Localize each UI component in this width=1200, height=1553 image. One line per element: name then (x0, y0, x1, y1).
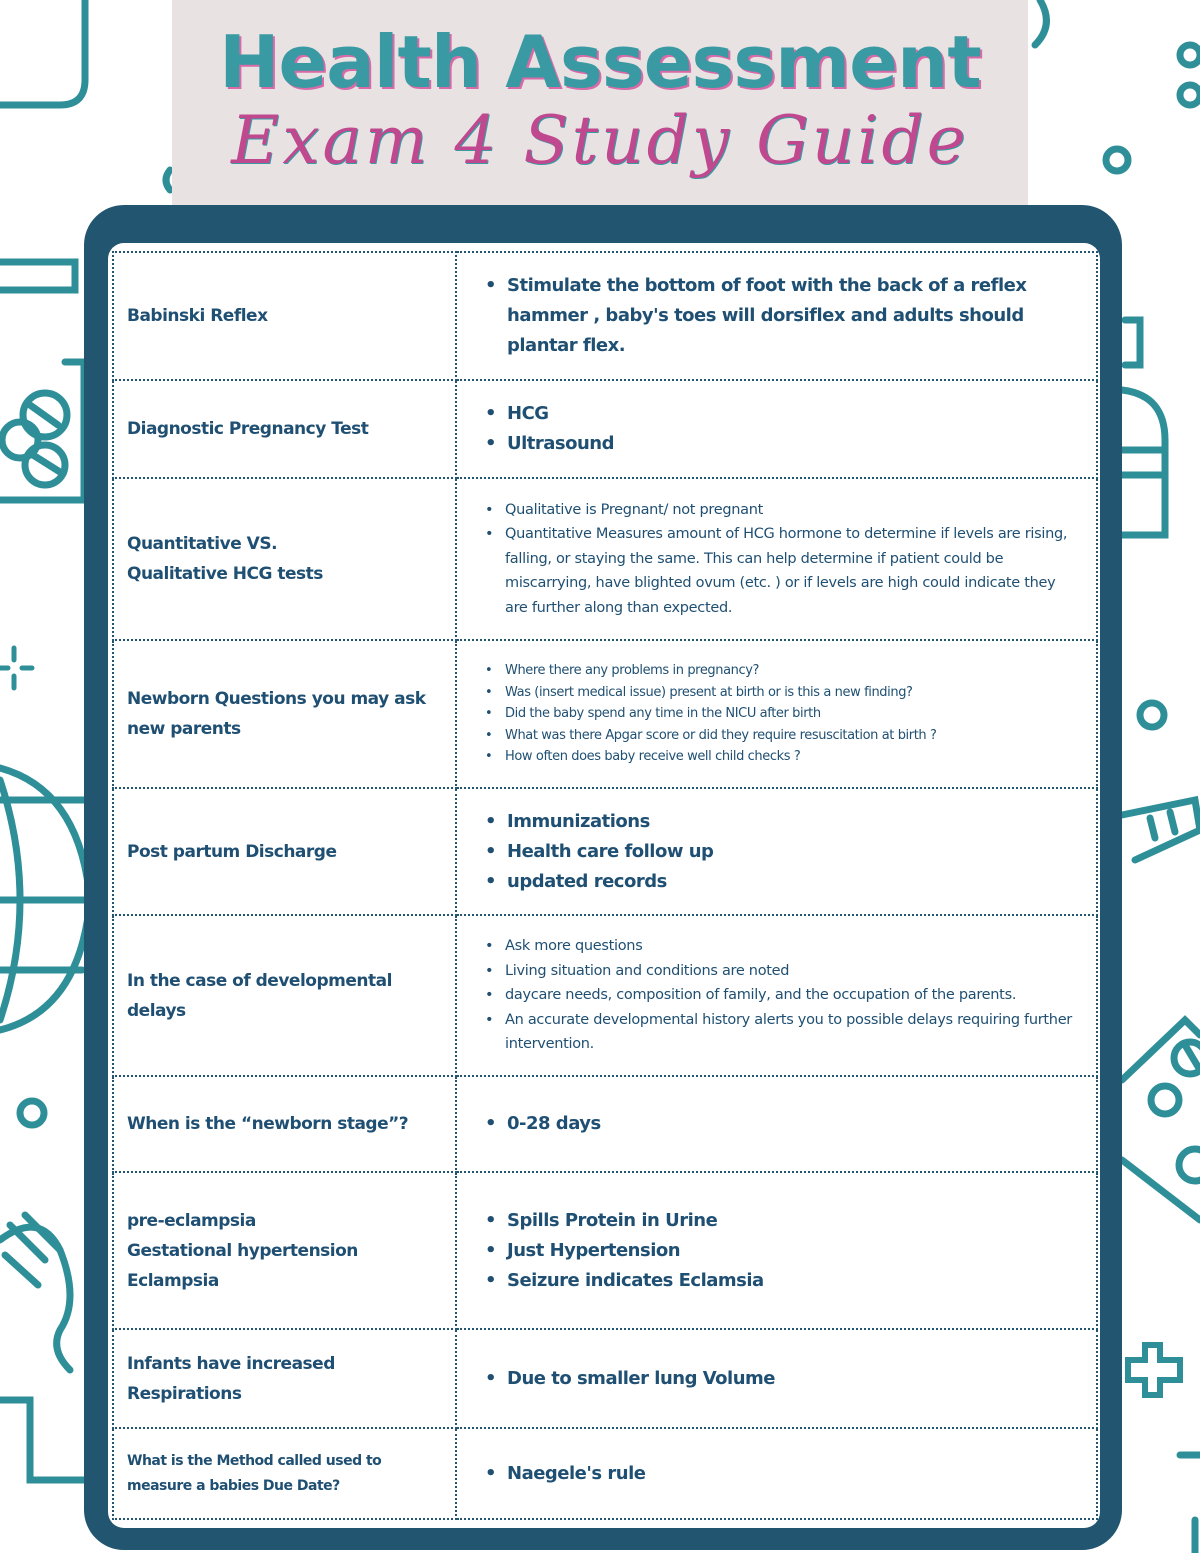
answer-cell (456, 478, 1097, 640)
answer-cell (456, 788, 1097, 915)
circle-icon (1180, 45, 1200, 65)
answer-item: • Did the baby spend any time in the NICU after birth (505, 703, 1076, 725)
answer-cell (456, 1076, 1097, 1172)
globe-icon (0, 768, 90, 1030)
answer-item: • updated records (507, 867, 1076, 897)
answer-item: • HCG (507, 399, 1076, 429)
question-line: Qualitative HCG tests (127, 564, 323, 584)
circle-icon (1140, 703, 1164, 727)
answer-item: • Stimulate the bottom of foot with the back of a reflex hammer , baby's toes will dorsiflex and adults should plantar flex. (507, 271, 1076, 361)
question-cell: Diagnostic Pregnancy Test (113, 380, 456, 478)
answer-list (485, 934, 1076, 1057)
answer-item: • How often does baby receive well child checks ? (505, 746, 1076, 768)
answer-item: • 0-28 days (507, 1109, 1076, 1139)
answer-item: • Just Hypertension (507, 1236, 1076, 1266)
question-cell (113, 478, 456, 640)
answer-list (485, 498, 1076, 621)
table-row (113, 1172, 1097, 1329)
question-cell: What is the Method called used to measure a babies Due Date? (113, 1428, 456, 1519)
answer-list (485, 399, 1076, 459)
answer-list (485, 1206, 1076, 1296)
answer-list (485, 271, 1076, 361)
answer-cell (456, 1172, 1097, 1329)
page-title: Health Assessment (219, 20, 981, 104)
answer-item: • Ultrasound (507, 429, 1076, 459)
question-cell: Newborn Questions you may ask new parents (113, 640, 456, 788)
answer-item: • daycare needs, composition of family, and the occupation of the parents. (505, 983, 1076, 1008)
answer-cell (456, 380, 1097, 478)
thermometer-icon (1122, 800, 1200, 860)
question-line: Quantitative VS. (127, 534, 278, 554)
circle-icon (1180, 85, 1200, 105)
question-cell (113, 1172, 456, 1329)
answer-item: • Qualitative is Pregnant/ not pregnant (505, 498, 1076, 523)
question-cell: In the case of developmental delays (113, 915, 456, 1076)
question-cell: Babinski Reflex (113, 252, 456, 380)
answer-item: • Health care follow up (507, 837, 1076, 867)
answer-list (485, 660, 1076, 768)
question-line: Eclampsia (127, 1270, 219, 1291)
circle-icon (1106, 149, 1128, 171)
answer-item: • Due to smaller lung Volume (507, 1364, 1076, 1394)
answer-list (485, 807, 1076, 897)
table-row (113, 1076, 1097, 1172)
answer-item: • Seizure indicates Eclamsia (507, 1266, 1076, 1296)
sparkle-icon (0, 648, 32, 688)
answer-cell (456, 640, 1097, 788)
question-line: pre-eclampsia (127, 1210, 256, 1231)
answer-item: • Ask more questions (505, 934, 1076, 959)
table-row (113, 915, 1097, 1076)
answer-item: • Was (insert medical issue) present at birth or is this a new finding? (505, 682, 1076, 704)
answer-list (485, 1109, 1076, 1139)
pills-icon (1122, 1020, 1200, 1220)
table-row (113, 640, 1097, 788)
table-row (113, 252, 1097, 380)
answer-item: • Naegele's rule (507, 1459, 1076, 1489)
answer-cell (456, 252, 1097, 380)
answer-list (485, 1459, 1076, 1489)
question-cell: When is the “newborn stage”? (113, 1076, 456, 1172)
answer-cell (456, 1329, 1097, 1428)
circle-icon (20, 1101, 44, 1125)
box-icon (0, 0, 85, 105)
answer-list (485, 1364, 1076, 1394)
plus-icon (1128, 1345, 1180, 1395)
answer-cell (456, 1428, 1097, 1519)
answer-item: • An accurate developmental history alerts you to possible delays requiring further intervention. (505, 1008, 1076, 1057)
pills-icon (0, 262, 84, 500)
study-guide-sheet (108, 243, 1100, 1528)
answer-item: • What was there Apgar score or did they require resuscitation at birth ? (505, 725, 1076, 747)
table-row (113, 478, 1097, 640)
answer-cell (456, 915, 1097, 1076)
table-row (113, 1428, 1097, 1519)
table-row (113, 788, 1097, 915)
answer-item: • Quantitative Measures amount of HCG hormone to determine if levels are rising, falling, or staying the same. This can help determine if patient could be miscarrying, have blighted ovum (etc. ) or if levels are high could indicate they are further along than expected. (505, 522, 1076, 620)
answer-item: • Living situation and conditions are noted (505, 959, 1076, 984)
page-subtitle: Exam 4 Study Guide (231, 102, 969, 179)
question-line: Gestational hypertension (127, 1240, 358, 1261)
answer-item: • Immunizations (507, 807, 1076, 837)
dna-icon (0, 1215, 70, 1370)
question-cell: Post partum Discharge (113, 788, 456, 915)
study-guide-table (112, 251, 1098, 1520)
table-row (113, 380, 1097, 478)
answer-item: • Where there any problems in pregnancy? (505, 660, 1076, 682)
pill-bottle-icon (1122, 320, 1165, 535)
answer-item: • Spills Protein in Urine (507, 1206, 1076, 1236)
question-cell: Infants have increased Respirations (113, 1329, 456, 1428)
table-row (113, 1329, 1097, 1428)
